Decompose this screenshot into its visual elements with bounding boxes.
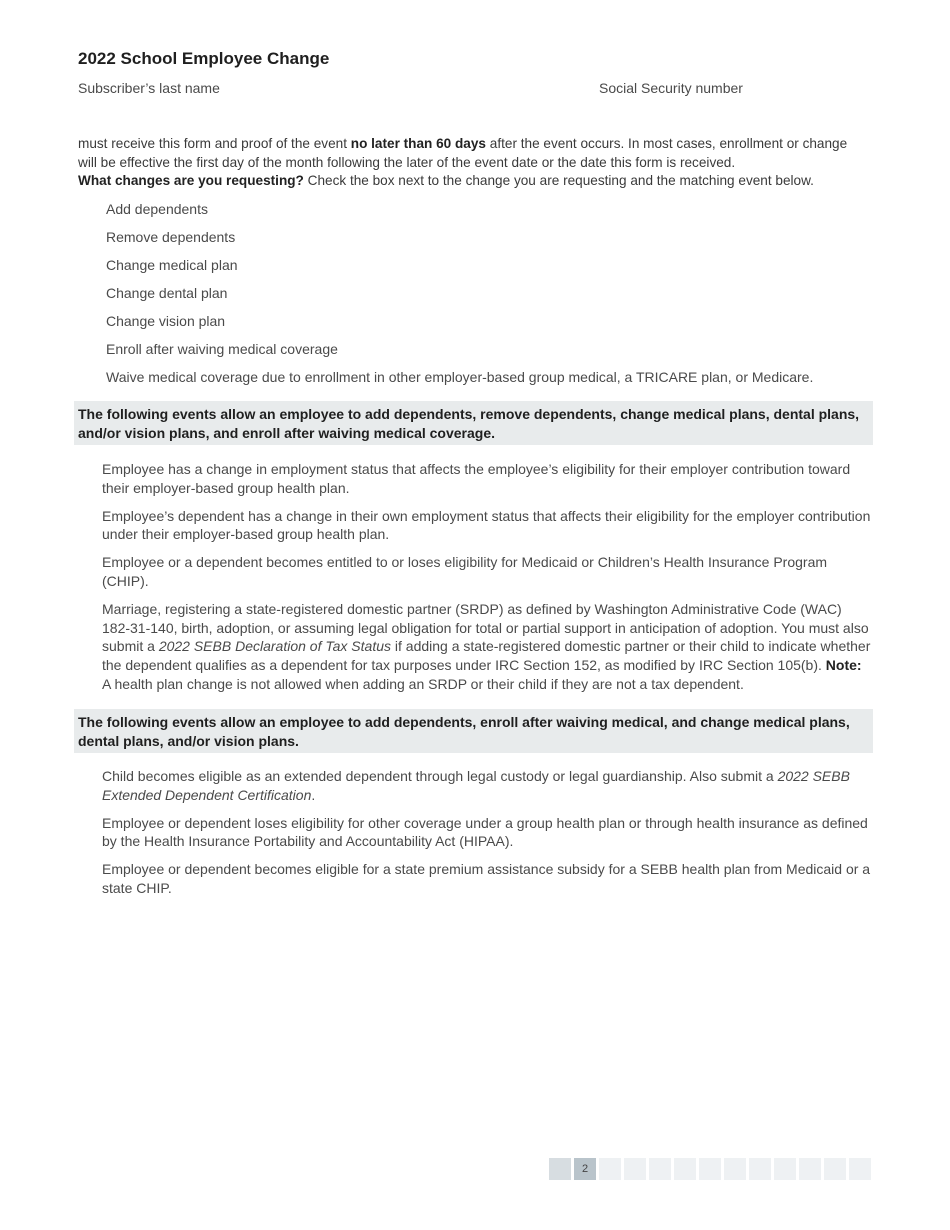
- page-box[interactable]: [599, 1158, 621, 1180]
- section-1-events: [102, 460, 872, 703]
- page-box[interactable]: [824, 1158, 846, 1180]
- event-dependent-employment-status[interactable]: Employee’s dependent has a change in their own employment status that affects their eligibility for the employer contribution under their employer-based group health plan.: [102, 507, 871, 543]
- page-box[interactable]: [799, 1158, 821, 1180]
- section-heading-1: The following events allow an employee to add dependents, remove dependents, change medical plans, dental plans, and/or vision plans, and enroll after waiving medical coverage.: [74, 401, 873, 445]
- page-box[interactable]: [749, 1158, 771, 1180]
- change-option-vision-plan[interactable]: Change vision plan: [106, 313, 226, 329]
- event-premium-assistance[interactable]: Employee or dependent becomes eligible for a state premium assistance subsidy for a SEBB health plan from Medicaid or a state CHIP.: [102, 861, 871, 896]
- event-extended-dependent[interactable]: Child becomes eligible as an extended dependent through legal custody or legal guardianship. Also submit a 2022 SEBB Extended Dependent Certification.: [102, 768, 850, 803]
- change-options-list: [106, 199, 886, 395]
- change-option-dental-plan[interactable]: Change dental plan: [106, 285, 228, 301]
- note-label: Note:: [825, 657, 862, 674]
- page-box[interactable]: [674, 1158, 696, 1180]
- deadline-paragraph: must receive this form and proof of the event no later than 60 days after the event occurs. In most cases, enrollment or change will be effective the first day of the month following the later of the event date or the date this form is received.: [78, 136, 848, 170]
- extended-dependent-form-name: 2022 SEBB Extended Dependent Certification: [102, 768, 850, 803]
- page-navigator: [549, 1158, 874, 1180]
- deadline-emphasis: no later than 60 days: [350, 136, 486, 151]
- ssn-label: Social Security number: [599, 80, 743, 96]
- page-box[interactable]: [649, 1158, 671, 1180]
- subscriber-last-name-label: Subscriber’s last name: [78, 80, 220, 96]
- change-option-remove-dependents[interactable]: Remove dependents: [106, 229, 236, 245]
- event-employment-status[interactable]: Employee has a change in employment status that affects the employee’s eligibility for their employer contribution toward their employer-based group health plan.: [102, 461, 851, 496]
- change-option-waive-medical[interactable]: Waive medical coverage due to enrollment in other employer-based group medical, a TRICARE plan, or Medicare.: [106, 369, 814, 385]
- page-box[interactable]: [724, 1158, 746, 1180]
- change-option-add-dependents[interactable]: Add dependents: [106, 201, 208, 217]
- form-title: 2022 School Employee Change: [78, 49, 330, 68]
- section-2-events: [102, 767, 872, 907]
- event-marriage-birth-adoption[interactable]: Marriage, registering a state-registered domestic partner (SRDP) as defined by Washington Administrative Code (WAC) 182-31-140, birth, adoption, or assuming legal obligation for total or partial support in anticipation of adoption. You must also submit a 2022 SEBB Declaration of Tax Status if adding a state-registered domestic partner or their child to indicate whether the dependent qualifies as a dependent for tax purposes under IRC Section 152, as modified by IRC Section 105(b). Note: A health plan change is not allowed when adding an SRDP or their child if they are not a tax dependent.: [102, 600, 871, 692]
- changes-question: What changes are you requesting? Check the box next to the change you are requesting and the matching event below.: [78, 173, 814, 188]
- page-box-prev[interactable]: [549, 1158, 571, 1180]
- change-option-enroll-after-waiving[interactable]: Enroll after waiving medical coverage: [106, 341, 338, 357]
- page-box[interactable]: [849, 1158, 871, 1180]
- page-box[interactable]: [624, 1158, 646, 1180]
- change-option-medical-plan[interactable]: Change medical plan: [106, 257, 238, 273]
- page-box[interactable]: [699, 1158, 721, 1180]
- event-medicaid-chip[interactable]: Employee or a dependent becomes entitled to or loses eligibility for Medicaid or Children’s Health Insurance Program (CHIP).: [102, 554, 828, 589]
- section-heading-2: The following events allow an employee to add dependents, enroll after waiving medical, and change medical plans, dental plans, and/or vision plans.: [74, 709, 873, 753]
- page-box[interactable]: [774, 1158, 796, 1180]
- page-box-current[interactable]: 2: [574, 1158, 596, 1180]
- intro-text: [78, 135, 868, 191]
- tax-status-form-name: 2022 SEBB Declaration of Tax Status: [158, 638, 391, 655]
- event-loses-other-coverage[interactable]: Employee or dependent loses eligibility for other coverage under a group health plan or through health insurance as defined by the Health Insurance Portability and Accountability Act (HIPAA).: [102, 814, 868, 850]
